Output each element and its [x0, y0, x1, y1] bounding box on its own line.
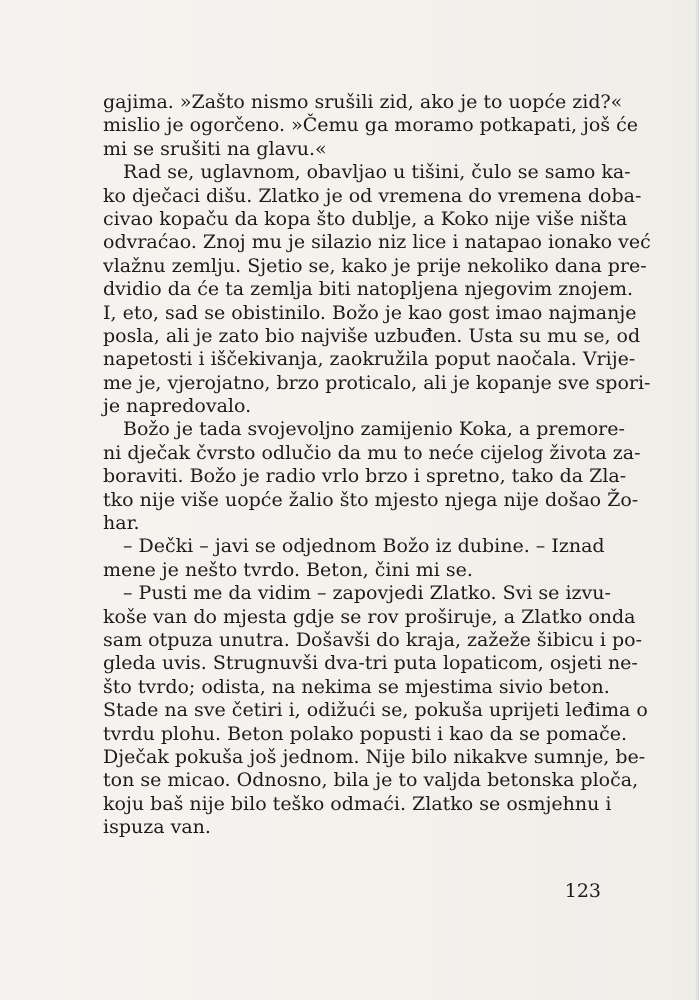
text-line: I, eto, sad se obistinilo. Božo je kao gost imao najmanje [103, 301, 637, 324]
text-line: tko nije više uopće žalio što mjesto njega nije došao Žo- [103, 488, 639, 511]
text-line: ko dječaci dišu. Zlatko je od vremena do vremena doba- [103, 184, 642, 207]
text-line: odvraćao. Znoj mu je silazio niz lice i natapao ionako već [103, 231, 651, 254]
page-number: 123 [564, 880, 601, 902]
text-line: napetosti i iščekivanja, zaokružila poput naočala. Vrije- [103, 348, 636, 371]
text-line: har. [103, 512, 140, 535]
paragraph-start-line: – Pusti me da vidim – zapovjedi Zlatko. Svi se izvu- [123, 582, 611, 605]
text-line: Dječak pokuša još jednom. Nije bilo nikakve sumnje, be- [103, 745, 646, 768]
text-line: me je, vjerojatno, brzo proticalo, ali je kopanje sve spori- [103, 371, 651, 394]
text-line: mislio je ogorčeno. »Čemu ga moramo potkapati, još će [103, 114, 639, 137]
text-line: ton se micao. Odnosno, bila je to valjda betonska ploča, [103, 769, 639, 792]
text-line: posla, ali je zato bio najviše uzbuđen. Usta su mu se, od [103, 324, 641, 347]
text-line: gajima. »Zašto nismo srušili zid, ako je to uopće zid?« [103, 91, 623, 113]
text-line: vlažnu zemlju. Sjetio se, kako je prije nekoliko dana pre- [103, 254, 647, 277]
text-line: tvrdu plohu. Beton polako popusti i kao da se pomače. [103, 722, 628, 745]
text-line: što tvrdo; odista, na nekima se mjestima sivio beton. [103, 675, 610, 698]
text-line: mene je nešto tvrdo. Beton, čini mi se. [103, 558, 473, 581]
text-line: ispuza van. [103, 816, 211, 839]
paragraph-start-line: Božo je tada svojevoljno zamijenio Koka, a premore- [123, 418, 625, 441]
text-line: dvidio da će ta zemlja biti natopljena njegovim znojem. [103, 278, 634, 301]
text-line: je napredovalo. [103, 395, 252, 418]
body-text [103, 91, 651, 840]
text-line: sam otpuza unutra. Došavši do kraja, zažeže šibicu i po- [103, 628, 643, 651]
text-line: mi se srušiti na glavu.« [103, 137, 327, 160]
text-line: koše van do mjesta gdje se rov proširuje, a Zlatko onda [103, 605, 636, 628]
text-line: gleda uvis. Strugnuvši dva-tri puta lopaticom, osjeti ne- [103, 652, 638, 675]
paragraph-start-line: – Dečki – javi se odjednom Božo iz dubine. – Iznad [123, 535, 605, 558]
text-line: civao kopaču da kopa što dublje, a Koko nije više ništa [103, 207, 628, 230]
text-line: boraviti. Božo je radio vrlo brzo i spretno, tako da Zla- [103, 465, 627, 488]
text-line: koju baš nije bilo teško odmaći. Zlatko se osmjehnu i [103, 792, 612, 815]
text-line: ni dječak čvrsto odlučio da mu to neće cijelog života za- [103, 441, 641, 464]
page-edge-shadow [695, 0, 699, 1000]
paragraph-start-line: Rad se, uglavnom, obavljao u tišini, čulo se samo ka- [123, 161, 631, 184]
text-line: Stade na sve četiri i, odižući se, pokuša uprijeti leđima o [103, 699, 648, 722]
